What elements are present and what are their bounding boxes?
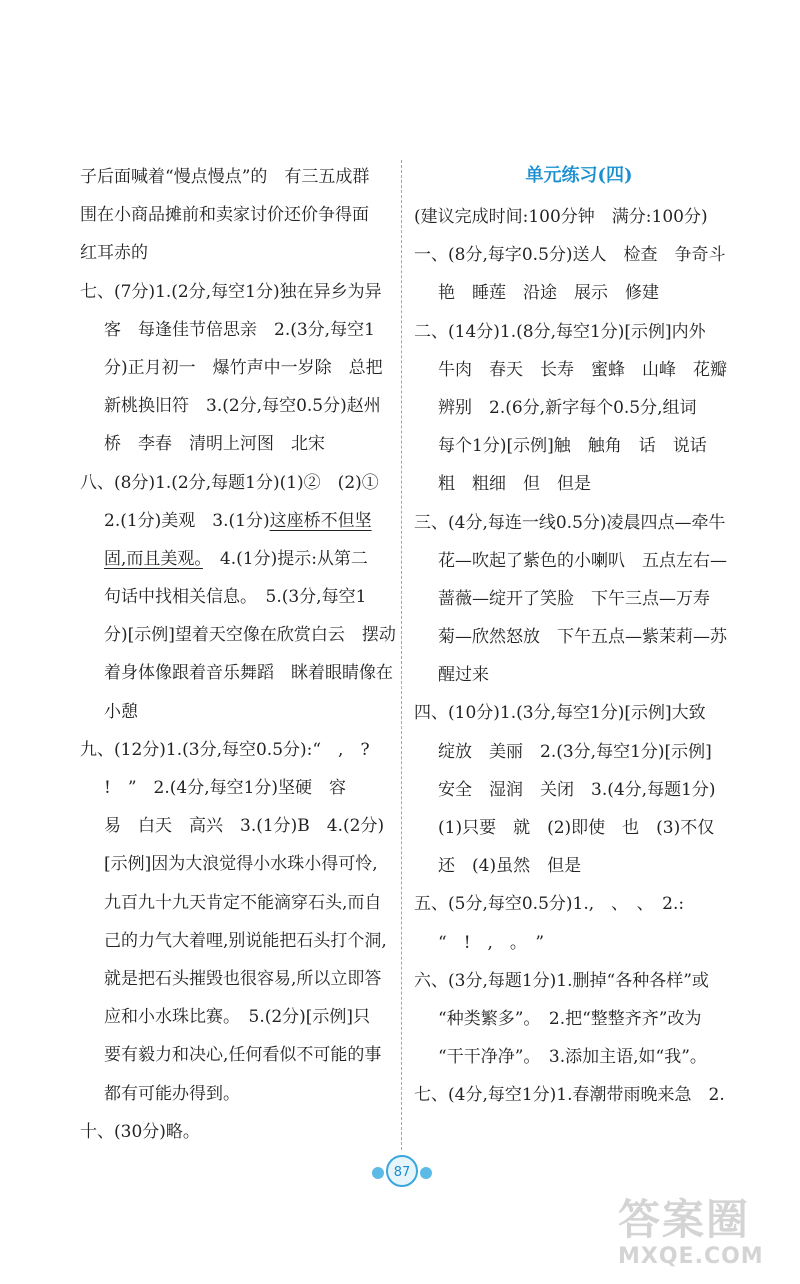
- answer-line: 粗 粗细 但 但是: [438, 474, 591, 495]
- answer-line: 分)正月初一 爆竹声中一岁除 总把: [104, 357, 383, 378]
- page-number: 87: [386, 1155, 418, 1187]
- answer-line: 四、(10分)1.(3分,每空1分)[示例]大致: [414, 703, 706, 724]
- answer-line: 每个1分)[示例]触 触角 话 说话: [438, 436, 707, 457]
- answer-line: 应和小水珠比赛。 5.(2分)[示例]只: [104, 1007, 371, 1028]
- answer-line: 蔷薇—绽开了笑脸 下午三点—万寿: [438, 588, 710, 609]
- page-number-badge: [370, 1153, 434, 1189]
- watermark-logo: [618, 1196, 788, 1276]
- answer-line: 着身体像跟着音乐舞蹈 眯着眼睛像在: [104, 663, 393, 684]
- answer-line: 还 (4)虽然 但是: [438, 856, 582, 877]
- answer-line: 花—吹起了紫色的小喇叭 五点左右—: [438, 550, 727, 571]
- underlined-phrase: 这座桥不但坚: [269, 510, 372, 531]
- watermark-url: MXQE.COM: [618, 1244, 764, 1269]
- answer-line: 围在小商品摊前和卖家讨价还价争得面: [80, 205, 369, 226]
- answer-line: ! ” 2.(4分,每空1分)坚硬 容: [104, 778, 347, 798]
- answer-line: 客 每逢佳节倍思亲 2.(3分,每空1: [104, 319, 375, 340]
- answer-line: 五、(5分,每空0.5分)1., 、 、 2.:: [414, 894, 685, 915]
- answer-line: “干干净净”。 3.添加主语,如“我”。: [438, 1047, 707, 1068]
- answer-line: 七、(4分,每空1分)1.春潮带雨晚来急 2.: [414, 1085, 725, 1106]
- answer-line: “ ! , 。 ”: [438, 932, 545, 953]
- answer-line: 艳 睡莲 沿途 展示 修建: [438, 283, 659, 304]
- answer-line: 一、(8分,每字0.5分)送人 检查 争奇斗: [414, 245, 726, 266]
- answer-line: 二、(14分)1.(8分,每空1分)[示例]内外: [414, 321, 706, 342]
- answer-line: 句话中找相关信息。 5.(3分,每空1: [104, 587, 367, 608]
- answer-line: 桥 李春 清明上河图 北宋: [104, 434, 325, 455]
- answer-line: 辨别 2.(6分,新字每个0.5分,组词: [438, 397, 697, 418]
- page-number-right-dot: [420, 1167, 432, 1179]
- watermark-text: 答案圈: [618, 1195, 751, 1244]
- answer-line-underlined: 固,而且美观。 4.(1分)提示:从第二: [104, 548, 368, 569]
- underlined-phrase: 固,而且美观。: [104, 548, 203, 569]
- answer-line: 十、(30分)略。: [80, 1121, 200, 1142]
- answer-line: 九百九十九天肯定不能滴穿石头,而自: [104, 892, 382, 913]
- answer-line: 菊—欣然怒放 下午五点—紫茉莉—苏: [438, 627, 727, 648]
- left-column: [80, 158, 396, 1151]
- answer-line: 七、(7分)1.(2分,每空1分)独在异乡为异: [80, 281, 382, 302]
- answer-line: “种类繁多”。 2.把“整整齐齐”改为: [438, 1008, 702, 1029]
- answer-line: 子后面喊着“慢点慢点”的 有三五成群: [80, 167, 370, 187]
- answer-line: 三、(4分,每连一线0.5分)凌晨四点—牵牛: [414, 512, 726, 533]
- answer-line: 安全 湿润 关闭 3.(4分,每题1分): [438, 779, 716, 800]
- answer-line: 牛肉 春天 长寿 蜜蜂 山峰 花瓣: [438, 359, 727, 380]
- answer-line: 都有可能办得到。: [104, 1083, 240, 1104]
- page-number-left-dot: [372, 1167, 384, 1179]
- answer-line: 要有毅力和决心,任何看似不可能的事: [104, 1045, 382, 1066]
- answer-line-underlined: 2.(1分)美观 3.(1分)这座桥不但坚: [104, 510, 372, 531]
- answer-line: 就是把石头摧毁也很容易,所以立即答: [104, 968, 382, 989]
- answer-line: 八、(8分)1.(2分,每题1分)(1)② (2)①: [80, 472, 379, 493]
- answer-line: 红耳赤的: [80, 243, 148, 264]
- answer-line: 九、(12分)1.(3分,每空0.5分):“ , ?: [80, 739, 370, 760]
- section-title: 单元练习(四): [525, 165, 633, 186]
- answer-line: 易 白天 高兴 3.(1分)B 4.(2分): [104, 816, 385, 837]
- answer-line: 醒过来: [438, 665, 489, 686]
- answer-line: [示例]因为大浪觉得小水珠小得可怜,: [104, 854, 378, 875]
- answer-line: 分)[示例]望着天空像在欣赏白云 摆动: [104, 625, 396, 646]
- answer-line: 绽放 美丽 2.(3分,每空1分)[示例]: [438, 741, 712, 762]
- answer-line: 己的力气大着哩,别说能把石头打个洞,: [104, 930, 387, 951]
- answer-line: (1)只要 就 (2)即使 也 (3)不仅: [438, 818, 715, 838]
- answer-line: 新桃换旧符 3.(2分,每空0.5分)赵州: [104, 396, 381, 417]
- right-column: [414, 158, 744, 1115]
- answer-line: 小憩: [104, 701, 138, 722]
- answer-line: 六、(3分,每题1分)1.删掉“各种各样”或: [414, 970, 709, 991]
- answer-line: (建议完成时间:100分钟 满分:100分): [414, 207, 708, 227]
- column-divider: [401, 160, 402, 1150]
